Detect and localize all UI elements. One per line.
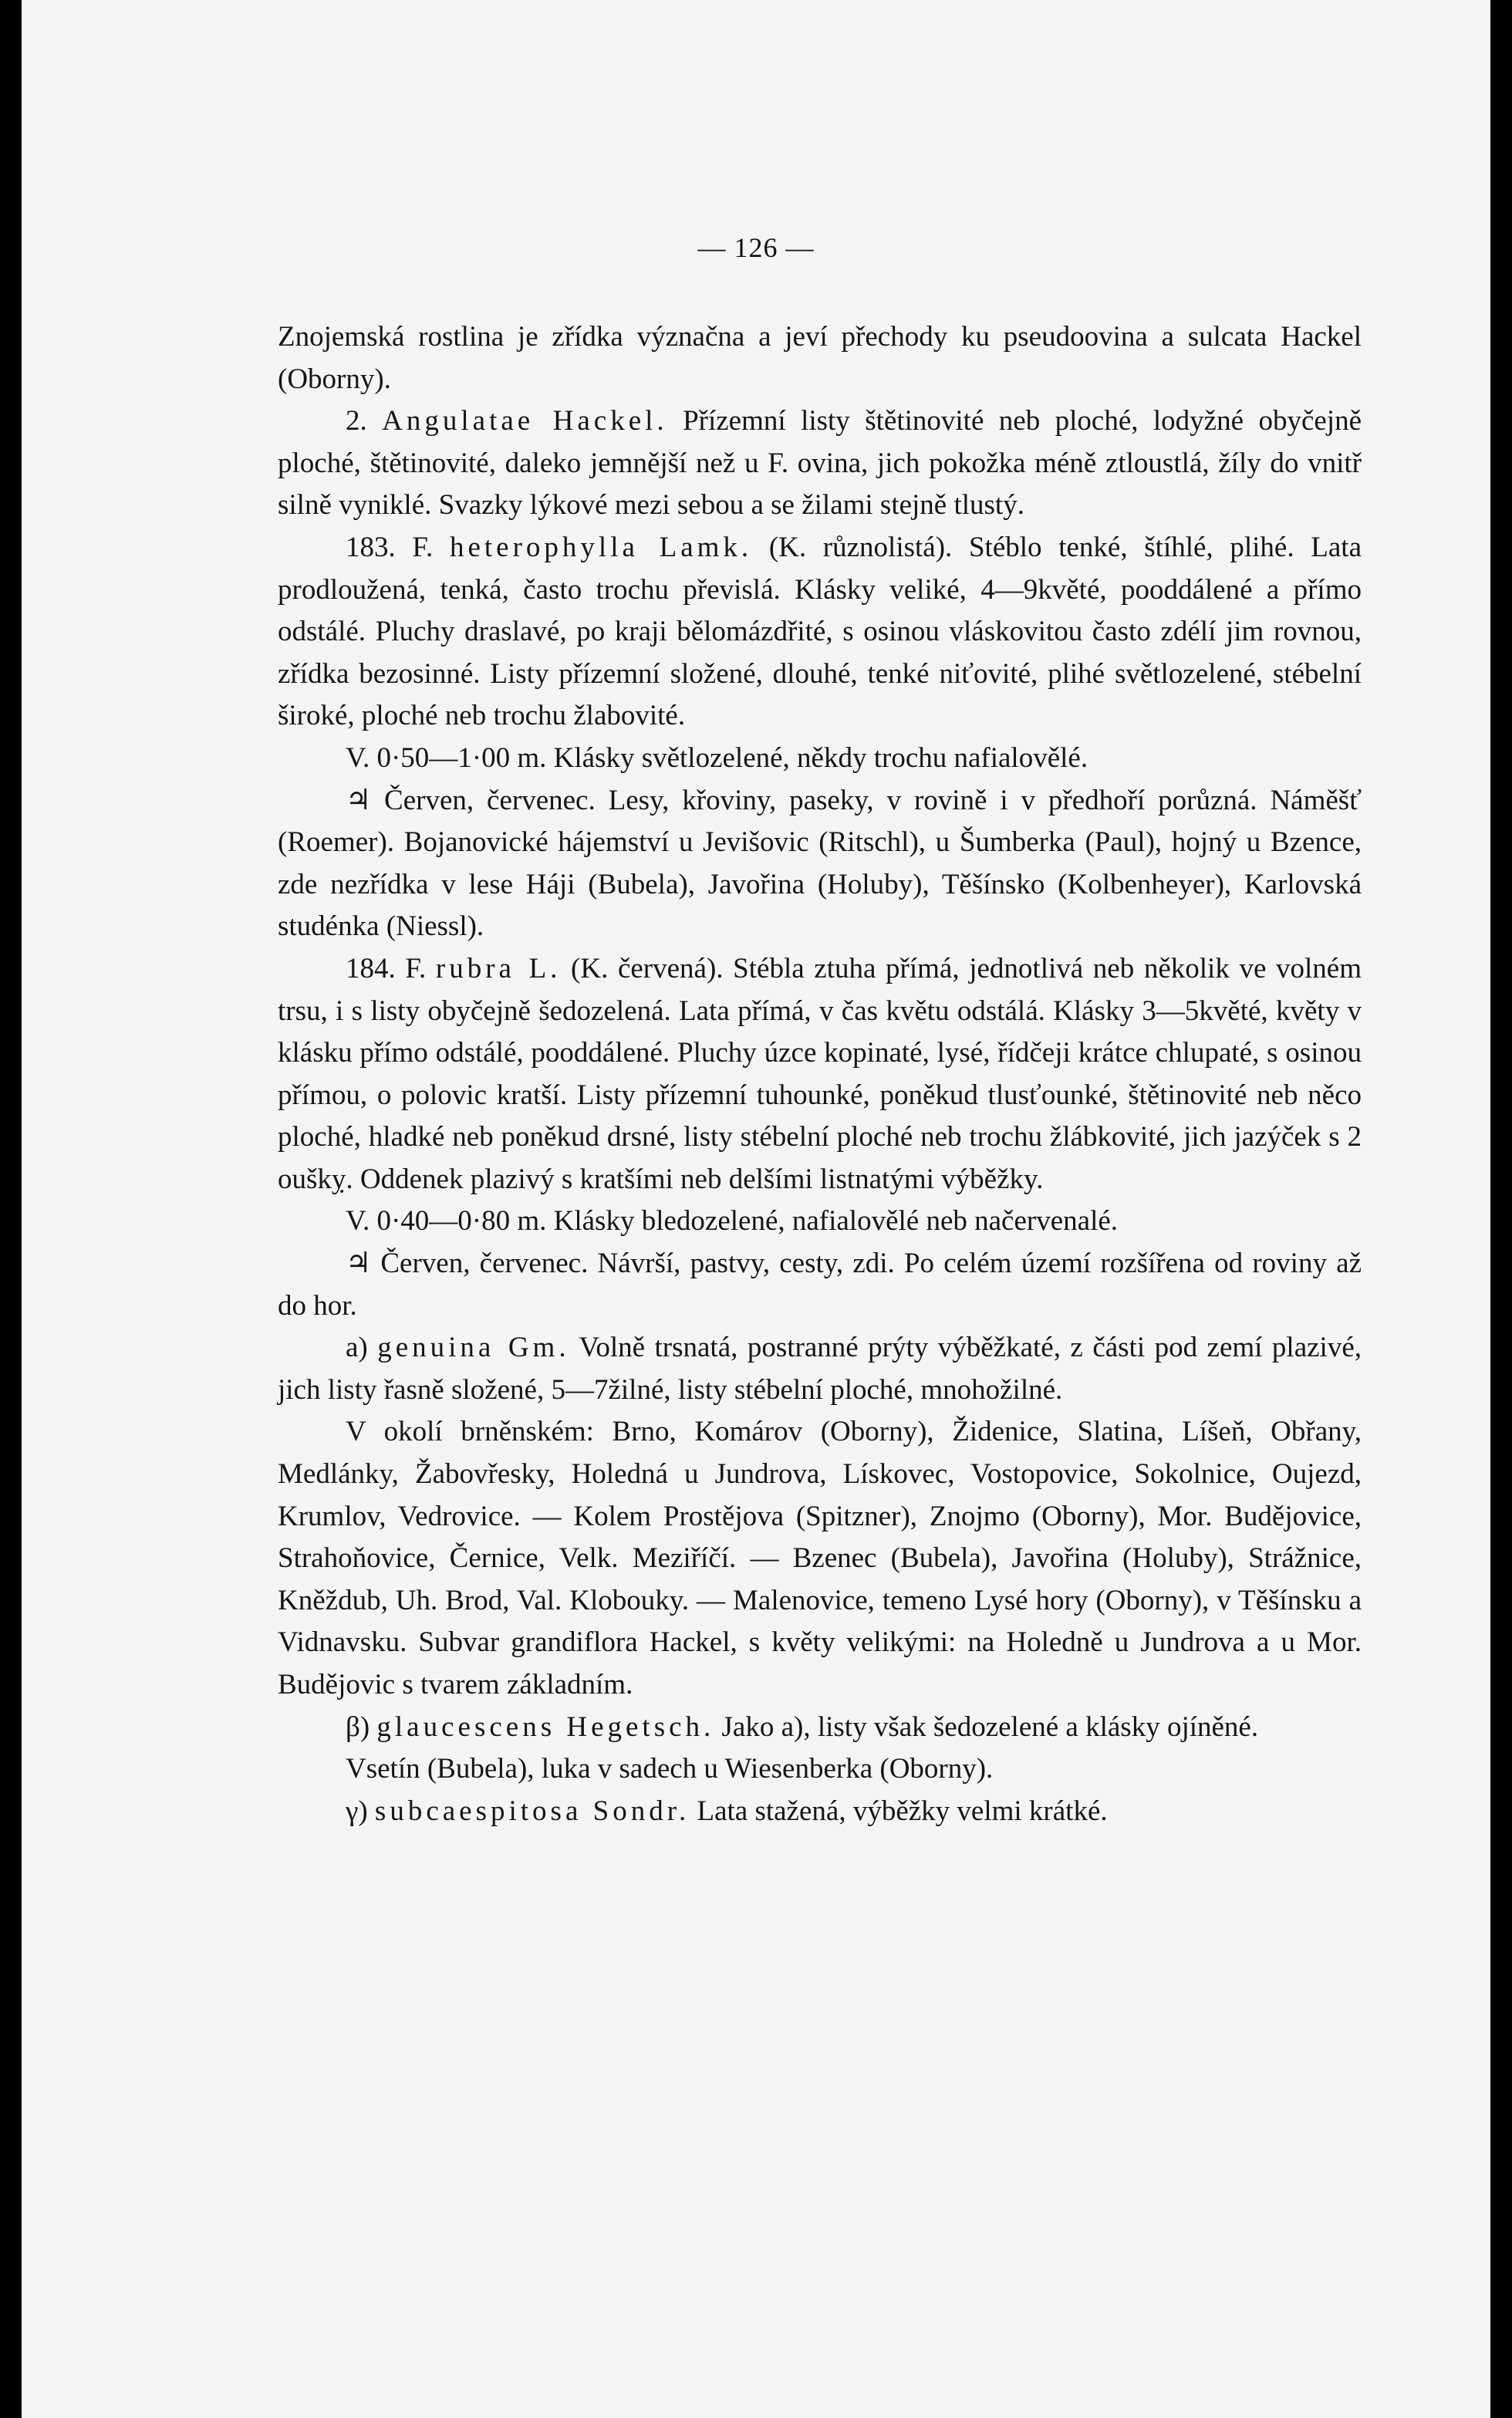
paragraph-text: Vsetín (Bubela), luka v sadech u Wiesenberka (Oborny). [346,1753,994,1785]
paragraph-glaucescens-localities [278,1748,1362,1791]
paragraph-text: V. 0·40—0·80 m. Klásky bledozelené, nafialovělé neb načervenalé. [346,1205,1119,1238]
paragraph-angulatae [278,400,1362,527]
paragraph-prefix: γ) [346,1795,375,1827]
paragraph-prefix: a) [346,1332,378,1364]
book-page [22,0,1490,2418]
paragraph-text: ♃ Červen, červenec. Návrší, pastvy, cesty, zdi. Po celém území rozšířena od roviny až do hor. [278,1248,1362,1322]
paragraph-183-distribution [278,780,1362,948]
paragraph-text: Volně trsnatá, postranné prýty výběžkaté, z části pod zemí plazivé, jich listy řasně složené, 5—7žilné, listy stébelní ploché, mnohožilné. [278,1332,1362,1406]
taxon-name: glaucescens Hegetsch. [376,1710,715,1743]
paragraph-text: Přízemní listy štětinovité neb ploché, lodyžné obyčejně ploché, štětinovité, daleko jemnější než u F. ovina, jich pokožka méně ztloustlá, žíly do vnitř silně vyniklé. Svazky lýkové mezi sebou a se žilami stejně tlustý. [278,405,1362,522]
taxon-name: rubra L. [435,952,562,984]
paragraph-text: ♃ Červen, červenec. Lesy, křoviny, paseky, v rovině i v předhoří porůzná. Náměšť (Roemer). Bojanovické hájemství u Jevišovic (Ritschl), u Šumberka (Paul), hojný u Bzence, zde nezřídka v lese Háji (Bubela), Javořina (Holuby), Těšínsko (Kolbenheyer), Karlovská studénka (Niessl). [278,784,1362,943]
paragraph-prefix: β) [346,1710,377,1743]
taxon-name: subcaespitosa Sondr. [374,1795,690,1827]
paragraph-genuina-localities [278,1411,1362,1706]
paragraph-183-size [278,738,1362,780]
paragraph-text: (K. červená). Stébla ztuha přímá, jednotlivá neb několik ve volném trsu, i s listy obyčejně šedozelená. Lata přímá, v čas květu odstálá. Klásky 3—5květé, květy v klásku přímo odstálé, pooddálené. Pluchy úzce kopinaté, lysé, řídčeji krátce chlupaté, s osinou přímou, o polovic kratší. Listy přízemní tuhounké, poněkud tlusťounké, štětinovité neb něco ploché, hladké neb poněkud drsné, listy stébelní ploché neb trochu žlábkovité, jich jazýček s 2 ouškỵ. Oddenek plazivý s kratšími neb delšími listnatými výběžky. [278,952,1362,1195]
paragraph-intro [278,316,1362,400]
paragraph-variety-subcaespitosa [278,1791,1362,1833]
paragraph-184-distribution [278,1243,1362,1327]
paragraph-text: (K. různolistá). Stéblo tenké, štíhlé, plihé. Lata prodloužená, tenká, často trochu převislá. Klásky veliké, 4—9květé, pooddálené a přímo odstálé. Pluchy draslavé, po kraji bělomázdřité, s osinou vláskovitou často zdélí jim rovnou, zřídka bezosinné. Listy přízemní složené, dlouhé, tenké niťovité, plihé světlozelené, stébelní široké, ploché neb trochu žlabovité. [278,531,1362,732]
paragraph-species-184 [278,948,1362,1201]
taxon-name: Angulatae Hackel. [382,405,668,437]
paragraph-variety-glaucescens [278,1707,1362,1749]
page-body [278,316,1362,1832]
paragraph-text: V okolí brněnském: Brno, Komárov (Oborny), Židenice, Slatina, Líšeň, Obřany, Medlánky, Žabovřesky, Holedná u Jundrova, Lískovec, Vostopovice, Sokolnice, Oujezd, Krumlov, Vedrovice. — Kolem Prostějova (Spitzner), Znojmo (Oborny), Mor. Budějovice, Strahoňovice, Černice, Velk. Meziříčí. — Bzenec (Bubela), Javořina (Holuby), Strážnice, Kněždub, Uh. Brod, Val. Klobouky. — Malenovice, temeno Lysé hory (Oborny), v Těšínsku a Vidnavsku. Subvar grandiflora Hackel, s květy velikými: na Holedně u Jundrova a u Mor. Budějovic s tvarem základním. [278,1416,1362,1700]
paragraph-variety-genuina [278,1327,1362,1411]
paragraph-text: Jako a), listy však šedozelené a klásky ojíněné. [714,1710,1259,1743]
taxon-name: heterophylla Lamk. [449,531,753,563]
paragraph-184-size [278,1201,1362,1243]
paragraph-prefix: 183. F. [346,531,450,563]
paragraph-prefix: 184. F. [346,952,436,984]
paragraph-text: V. 0·50—1·00 m. Klásky světlozelené, někdy trochu nafialovělé. [346,741,1088,774]
page-number: — 126 — [697,232,815,263]
paragraph-prefix: 2. [346,405,383,437]
paragraph-text: Znojemská rostlina je zřídka význačna a jeví přechody ku pseudoovina a sulcata Hackel (Oborny). [278,321,1362,395]
paragraph-species-183 [278,527,1362,738]
taxon-name: genuina Gm. [377,1332,570,1364]
paragraph-text: Lata stažená, výběžky velmi krátké. [690,1795,1108,1827]
